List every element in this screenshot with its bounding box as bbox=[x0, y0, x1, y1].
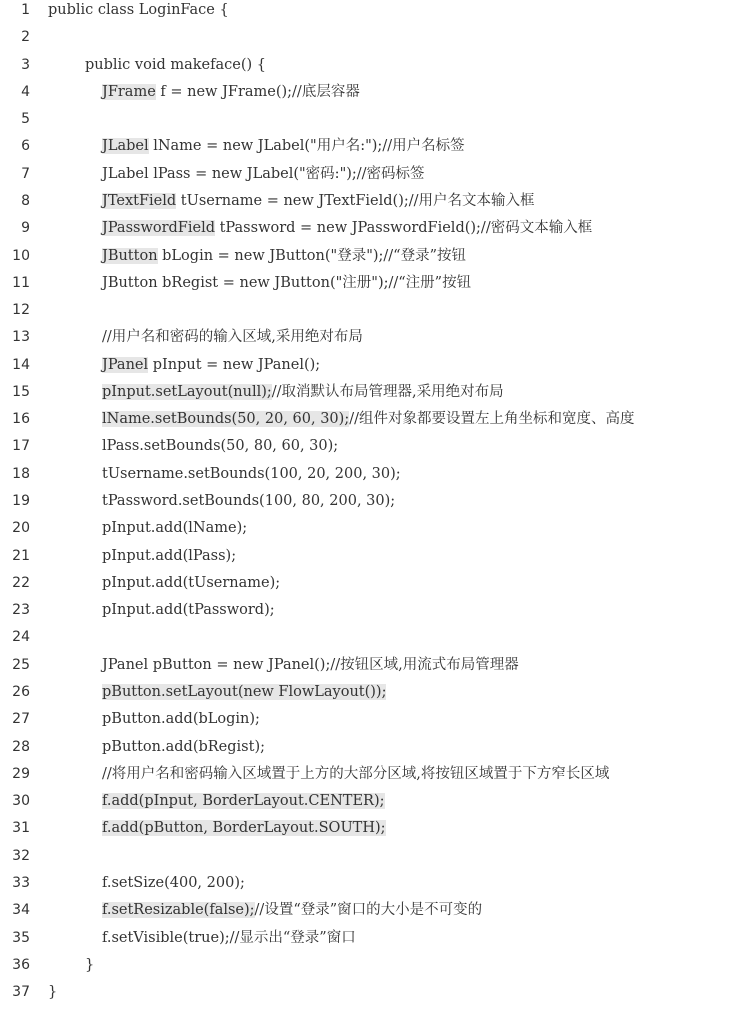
highlighted-code: JButton bbox=[102, 247, 158, 264]
code-segment: pInput.add(lPass); bbox=[102, 547, 237, 564]
line-number: 4 bbox=[21, 83, 30, 100]
highlighted-code: JPasswordField bbox=[102, 220, 215, 237]
line-number: 34 bbox=[12, 902, 30, 919]
code-text bbox=[102, 734, 265, 761]
code-line bbox=[0, 379, 749, 406]
line-number: 19 bbox=[12, 493, 30, 510]
code-line bbox=[0, 352, 749, 379]
code-text bbox=[102, 352, 320, 379]
code-text bbox=[102, 870, 245, 897]
code-line bbox=[0, 815, 749, 842]
code-text bbox=[102, 652, 519, 679]
code-segment: pInput.add(lName); bbox=[102, 520, 248, 537]
code-text bbox=[85, 952, 94, 979]
code-segment: pInput.add(tUsername); bbox=[102, 574, 281, 591]
code-line bbox=[0, 133, 749, 160]
code-text bbox=[48, 0, 229, 24]
highlighted-code: f.add(pInput, BorderLayout.CENTER); bbox=[102, 793, 385, 810]
code-segment: lPass.setBounds(50, 80, 60, 30); bbox=[102, 438, 339, 455]
code-text bbox=[102, 79, 360, 106]
code-line bbox=[0, 161, 749, 188]
line-number: 13 bbox=[12, 329, 30, 346]
code-line bbox=[0, 52, 749, 79]
code-line bbox=[0, 870, 749, 897]
line-number: 3 bbox=[21, 56, 30, 73]
code-line bbox=[0, 515, 749, 542]
code-segment: //设置“登录”窗口的大小是不可变的 bbox=[254, 902, 483, 919]
line-number: 27 bbox=[12, 711, 30, 728]
line-number: 32 bbox=[12, 847, 30, 864]
highlighted-code: f.setResizable(false); bbox=[102, 902, 255, 919]
line-number: 30 bbox=[12, 793, 30, 810]
code-text bbox=[85, 52, 266, 79]
code-segment: } bbox=[85, 956, 95, 973]
code-segment: pInput = new JPanel(); bbox=[148, 356, 321, 373]
code-line bbox=[0, 597, 749, 624]
code-segment: //取消默认布局管理器,采用绝对布局 bbox=[271, 383, 504, 400]
line-number: 17 bbox=[12, 438, 30, 455]
code-line bbox=[0, 761, 749, 788]
code-line bbox=[0, 406, 749, 433]
line-number: 35 bbox=[12, 929, 30, 946]
code-line bbox=[0, 106, 749, 133]
code-text bbox=[102, 324, 363, 351]
line-number: 23 bbox=[12, 602, 30, 619]
highlighted-code: pInput.setLayout(null); bbox=[102, 383, 272, 400]
code-text bbox=[102, 570, 280, 597]
line-number: 14 bbox=[12, 356, 30, 373]
code-line bbox=[0, 215, 749, 242]
line-number: 9 bbox=[21, 220, 30, 237]
highlighted-code: JTextField bbox=[102, 192, 177, 209]
code-text bbox=[102, 925, 356, 952]
line-number: 5 bbox=[21, 111, 30, 128]
code-text bbox=[102, 461, 401, 488]
highlighted-code: JLabel bbox=[102, 138, 149, 155]
code-line bbox=[0, 788, 749, 815]
code-text bbox=[102, 488, 395, 515]
code-text bbox=[102, 379, 504, 406]
code-text bbox=[48, 979, 57, 1006]
code-line bbox=[0, 624, 749, 651]
code-line bbox=[0, 461, 749, 488]
line-number: 26 bbox=[12, 684, 30, 700]
highlighted-code: JPanel bbox=[102, 356, 149, 373]
line-number: 2 bbox=[21, 29, 30, 46]
code-text bbox=[102, 761, 609, 788]
code-segment: //将用户名和密码输入区域置于上方的大部分区域,将按钮区域置于下方窄长区域 bbox=[102, 765, 610, 782]
code-text bbox=[102, 433, 338, 460]
code-line bbox=[0, 79, 749, 106]
line-number: 10 bbox=[12, 247, 30, 264]
code-text bbox=[102, 161, 425, 188]
code-line bbox=[0, 243, 749, 270]
line-number: 36 bbox=[12, 956, 30, 973]
code-segment: f.setSize(400, 200); bbox=[102, 874, 245, 891]
code-segment: //用户名和密码的输入区域,采用绝对布局 bbox=[102, 329, 363, 346]
code-line bbox=[0, 0, 749, 24]
code-text bbox=[102, 597, 275, 624]
code-segment: lName = new JLabel("用户名:");//用户名标签 bbox=[148, 138, 465, 155]
code-text bbox=[102, 543, 236, 570]
code-text bbox=[102, 133, 465, 160]
line-number: 15 bbox=[12, 383, 30, 400]
line-number: 33 bbox=[12, 874, 30, 891]
code-text bbox=[102, 897, 482, 924]
line-number: 7 bbox=[21, 165, 30, 182]
code-segment: //组件对象都要设置左上角坐标和宽度、高度 bbox=[349, 411, 635, 428]
code-line bbox=[0, 543, 749, 570]
line-number: 21 bbox=[12, 547, 30, 564]
line-number: 22 bbox=[12, 574, 30, 591]
code-line bbox=[0, 925, 749, 952]
code-text bbox=[102, 270, 471, 297]
code-text bbox=[102, 515, 247, 542]
code-line bbox=[0, 488, 749, 515]
code-segment: tPassword = new JPasswordField();//密码文本输入框 bbox=[215, 220, 593, 237]
highlighted-code: pButton.setLayout(new FlowLayout()); bbox=[102, 684, 387, 700]
code-segment: tUsername = new JTextField();//用户名文本输入框 bbox=[176, 192, 535, 209]
line-number: 11 bbox=[12, 274, 30, 291]
line-number: 37 bbox=[12, 984, 30, 1001]
code-line bbox=[0, 297, 749, 324]
code-segment: f.setVisible(true);//显示出“登录”窗口 bbox=[102, 929, 356, 946]
highlighted-code: lName.setBounds(50, 20, 60, 30); bbox=[102, 411, 350, 428]
code-line bbox=[0, 734, 749, 761]
code-line bbox=[0, 24, 749, 51]
code-line bbox=[0, 433, 749, 460]
line-number: 6 bbox=[21, 138, 30, 155]
code-line bbox=[0, 652, 749, 679]
code-segment: JButton bRegist = new JButton("注册");//“注册”按钮 bbox=[102, 274, 472, 291]
code-segment: bLogin = new JButton("登录");//“登录”按钮 bbox=[157, 247, 467, 264]
code-text bbox=[102, 788, 385, 815]
code-text bbox=[102, 706, 260, 733]
code-text bbox=[102, 406, 634, 433]
code-segment: } bbox=[48, 984, 58, 1001]
code-line bbox=[0, 324, 749, 351]
code-text bbox=[102, 243, 466, 270]
line-number: 18 bbox=[12, 465, 30, 482]
line-number: 20 bbox=[12, 520, 30, 537]
code-line bbox=[0, 979, 749, 1006]
highlighted-code: f.add(pButton, BorderLayout.SOUTH); bbox=[102, 820, 386, 837]
code-line bbox=[0, 897, 749, 924]
line-number: 1 bbox=[21, 2, 30, 18]
line-number: 28 bbox=[12, 738, 30, 755]
code-line bbox=[0, 270, 749, 297]
code-line bbox=[0, 843, 749, 870]
code-line bbox=[0, 952, 749, 979]
line-number: 31 bbox=[12, 820, 30, 837]
code-segment: pButton.add(bLogin); bbox=[102, 711, 260, 728]
code-segment: public void makeface() { bbox=[85, 56, 266, 73]
code-line bbox=[0, 570, 749, 597]
line-number: 25 bbox=[12, 656, 30, 673]
code-text bbox=[102, 188, 535, 215]
code-segment: JPanel pButton = new JPanel();//按钮区域,用流式布局管理器 bbox=[102, 656, 519, 673]
code-segment: f = new JFrame();//底层容器 bbox=[155, 83, 360, 100]
code-text bbox=[102, 215, 592, 242]
code-segment: JLabel lPass = new JLabel("密码:");//密码标签 bbox=[102, 165, 425, 182]
line-number: 24 bbox=[12, 629, 30, 646]
line-number: 8 bbox=[21, 192, 30, 209]
code-text bbox=[102, 815, 386, 842]
line-number: 29 bbox=[12, 765, 30, 782]
code-line bbox=[0, 706, 749, 733]
code-segment: pButton.add(bRegist); bbox=[102, 738, 265, 755]
code-segment: tUsername.setBounds(100, 20, 200, 30); bbox=[102, 465, 401, 482]
highlighted-code: JFrame bbox=[102, 83, 156, 100]
line-number: 12 bbox=[12, 302, 30, 319]
code-segment: public class LoginFace { bbox=[48, 2, 229, 18]
code-segment: pInput.add(tPassword); bbox=[102, 602, 275, 619]
line-number: 16 bbox=[12, 411, 30, 428]
code-segment: tPassword.setBounds(100, 80, 200, 30); bbox=[102, 493, 396, 510]
code-text bbox=[102, 679, 386, 706]
code-line bbox=[0, 188, 749, 215]
code-line bbox=[0, 679, 749, 706]
